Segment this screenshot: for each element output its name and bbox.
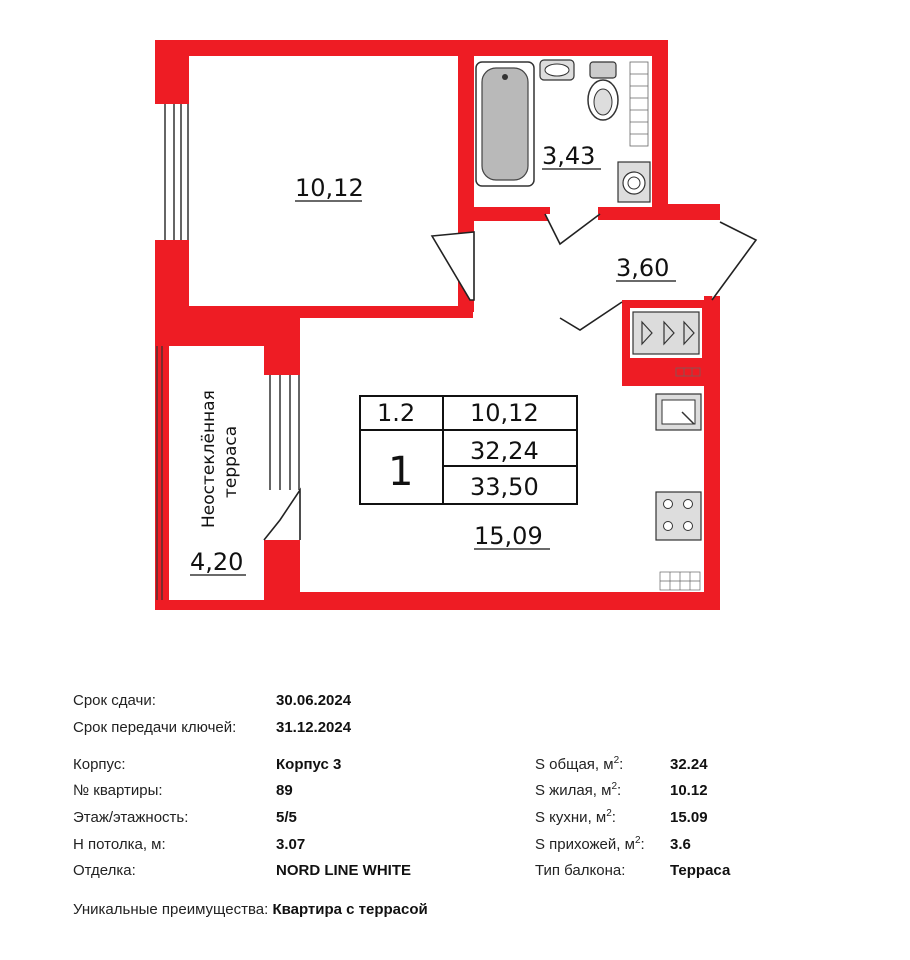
keys-row (73, 719, 236, 737)
building-value: Корпус 3 (276, 756, 342, 773)
terrace-area: 4,20 (190, 548, 244, 576)
legend-rooms-count: 1 (388, 449, 414, 495)
keys-label: Срок передачи ключей: (73, 719, 237, 736)
ceiling-value: 3.07 (276, 836, 306, 853)
balcony-value: Терраса (670, 862, 731, 879)
apt-value: 89 (276, 782, 293, 799)
floor-label: Этаж/этажность: (73, 809, 189, 826)
wall-top (155, 40, 667, 56)
total-area-label: S общая, $м^2$: (535, 755, 624, 773)
toilet (588, 62, 618, 120)
ceiling-label: Н потолка, м: (73, 836, 166, 853)
keys-value: 31.12.2024 (276, 719, 352, 736)
wall-right-upper (652, 40, 668, 218)
kitchen-sink (656, 394, 701, 430)
deadline-label: Срок сдачи: (73, 692, 156, 709)
sink (540, 60, 574, 80)
legend-living-area: 10,12 (470, 399, 539, 427)
door-terrace (264, 490, 300, 540)
wall-bath-bottom (470, 207, 550, 221)
living-area-value: 10.12 (670, 782, 708, 799)
bedroom-area: 10,12 (295, 174, 364, 202)
kitchen-area-value: 15.09 (670, 809, 708, 826)
wall-bottom (300, 592, 720, 610)
terrace-label-line1: Неостеклённая (199, 390, 219, 528)
bathroom-area: 3,43 (542, 142, 596, 170)
wall-terrace-right (264, 340, 300, 375)
wall-right-lower (704, 296, 720, 610)
hall-area-label: S прихожей, $м^2$: (535, 835, 645, 853)
stove (656, 492, 701, 540)
balcony-label: Тип балкона: (535, 862, 626, 879)
unique-label: Уникальные преимущества: (73, 901, 269, 918)
window-bedroom (165, 104, 188, 240)
finish-value: NORD LINE WHITE (276, 862, 411, 879)
living-area-label: S жилая, $м^2$: (535, 781, 622, 799)
legend-section: 1.2 (377, 399, 416, 427)
apt-label: № квартиры: (73, 782, 163, 799)
bathtub (476, 62, 534, 186)
unique-value: Квартира с террасой (272, 901, 428, 918)
unique-row (73, 901, 428, 919)
kitchen-area-label: S кухни, $м^2$: (535, 808, 616, 826)
kitchen-floor (300, 318, 622, 592)
total-area-value: 32.24 (670, 756, 708, 773)
deadline-row (73, 692, 156, 710)
wall-terrace-right-low (264, 540, 300, 610)
hall-area: 3,60 (616, 254, 670, 282)
radiator-niche (633, 312, 699, 354)
door-hall-right (712, 222, 756, 300)
floor-value: 5/5 (276, 809, 297, 826)
finish-label: Отделка: (73, 862, 136, 879)
legend-total-area: 32,24 (470, 437, 539, 465)
wall-bottom-left (155, 600, 305, 610)
terrace-label-line2: терраса (221, 425, 241, 498)
window-terrace (270, 375, 299, 490)
building-label: Корпус: (73, 756, 126, 773)
hall-area-value: 3.6 (670, 836, 691, 853)
legend-total-terrace: 33,50 (470, 473, 539, 501)
wall-left-upper (155, 40, 189, 104)
washing-machine (618, 162, 650, 202)
deadline-value: 30.06.2024 (276, 692, 352, 709)
kitchen-area: 15,09 (474, 522, 543, 550)
